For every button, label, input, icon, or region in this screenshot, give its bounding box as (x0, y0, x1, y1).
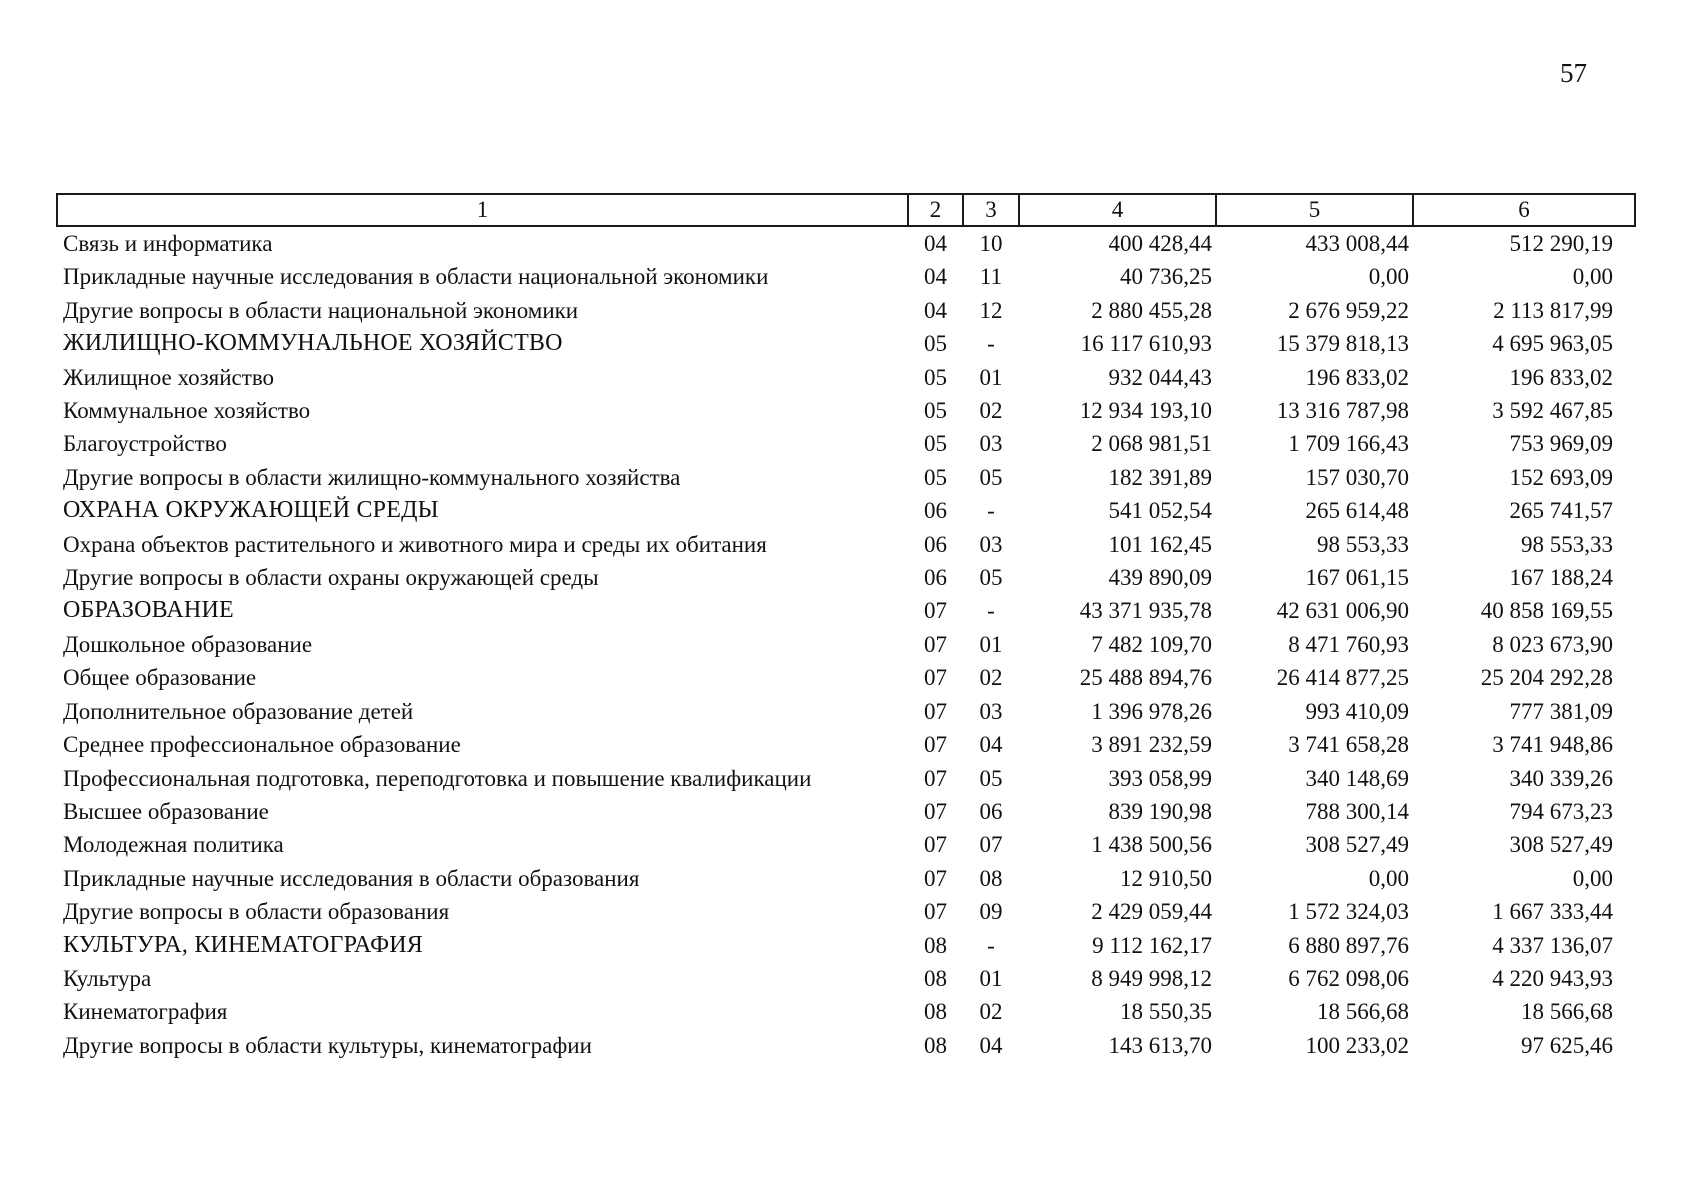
row-subsection-code: - (987, 498, 995, 524)
row-value-col4: 101 162,45 (1108, 531, 1212, 557)
table-row (57, 528, 1635, 561)
row-subsection-code: 02 (979, 665, 1003, 691)
column-number-header (57, 194, 1635, 226)
row-section-code: 07 (924, 698, 947, 724)
table-row (57, 862, 1635, 895)
row-value-col6: 18 566,68 (1521, 999, 1613, 1025)
header-col-2: 2 (908, 194, 963, 226)
table-row (57, 1029, 1635, 1062)
row-value-col6: 3 592 467,85 (1492, 398, 1613, 424)
row-subsection-code: 04 (979, 1032, 1003, 1058)
row-subsection-code: 01 (979, 965, 1003, 991)
row-value-col4: 1 438 500,56 (1091, 832, 1212, 858)
row-section-code: 07 (924, 899, 947, 925)
row-value-col4: 43 371 935,78 (1079, 598, 1212, 624)
row-value-col5: 265 614,48 (1305, 498, 1409, 524)
row-value-col5: 6 880 897,76 (1288, 932, 1409, 958)
row-value-col6: 753 969,09 (1509, 431, 1613, 457)
row-value-col6: 97 625,46 (1521, 1032, 1613, 1058)
row-section-code: 04 (924, 264, 947, 290)
row-value-col6: 98 553,33 (1521, 531, 1613, 557)
row-value-col6: 25 204 292,28 (1480, 665, 1613, 691)
row-name: Общее образование (63, 665, 257, 691)
row-value-col4: 7 482 109,70 (1091, 631, 1212, 657)
header-col-6: 6 (1413, 194, 1635, 226)
row-name: Культура (63, 965, 152, 991)
row-value-col4: 439 890,09 (1108, 565, 1212, 591)
row-name: Прикладные научные исследования в области национальной экономики (63, 264, 769, 290)
row-value-col5: 196 833,02 (1305, 364, 1409, 390)
section-row (57, 494, 1635, 527)
row-value-col4: 18 550,35 (1120, 999, 1212, 1025)
row-name: Другие вопросы в области охраны окружающей среды (63, 565, 599, 591)
row-name: Прикладные научные исследования в области образования (63, 865, 640, 891)
row-value-col4: 8 949 998,12 (1091, 965, 1212, 991)
row-subsection-code: 02 (979, 398, 1003, 424)
row-value-col6: 167 188,24 (1509, 565, 1613, 591)
row-name: Благоустройство (63, 431, 227, 457)
row-value-col6: 4 695 963,05 (1492, 331, 1613, 357)
row-value-col6: 3 741 948,86 (1492, 732, 1613, 758)
section-row (57, 594, 1635, 627)
row-subsection-code: - (987, 932, 995, 958)
row-section-code: 06 (924, 531, 947, 557)
row-section-code: 05 (924, 331, 947, 357)
row-section-code: 08 (924, 1032, 947, 1058)
row-value-col6: 794 673,23 (1509, 798, 1613, 824)
page-number: 57 (1560, 58, 1587, 88)
row-value-col5: 433 008,44 (1305, 231, 1409, 256)
row-value-col6: 0,00 (1572, 264, 1613, 290)
row-subsection-code: 08 (979, 865, 1003, 891)
row-value-col5: 6 762 098,06 (1288, 965, 1409, 991)
row-subsection-code: 03 (979, 431, 1003, 457)
row-name: Среднее профессиональное образование (63, 732, 461, 758)
row-value-col5: 993 410,09 (1305, 698, 1409, 724)
row-value-col4: 16 117 610,93 (1080, 331, 1212, 357)
row-value-col5: 42 631 006,90 (1276, 598, 1409, 624)
row-name: Профессиональная подготовка, переподготовка и повышение квалификации (63, 765, 812, 791)
row-subsection-code: 06 (979, 798, 1003, 824)
row-value-col6: 1 667 333,44 (1492, 899, 1613, 925)
row-name: Коммунальное хозяйство (63, 398, 311, 424)
row-value-col6: 4 220 943,93 (1492, 965, 1613, 991)
table-row (57, 728, 1635, 761)
row-section-code: 04 (924, 297, 947, 323)
row-value-col4: 400 428,44 (1108, 231, 1212, 256)
row-value-col5: 8 471 760,93 (1288, 631, 1409, 657)
row-value-col5: 157 030,70 (1305, 464, 1409, 490)
header-col-1: 1 (57, 194, 908, 226)
table-row (57, 828, 1635, 861)
row-subsection-code: - (987, 331, 995, 357)
row-section-code: 06 (924, 498, 947, 524)
row-value-col5: 1 572 324,03 (1288, 899, 1409, 925)
row-value-col6: 0,00 (1572, 865, 1613, 891)
row-subsection-code: 09 (979, 899, 1003, 925)
row-value-col4: 143 613,70 (1108, 1032, 1212, 1058)
row-name: Охрана объектов растительного и животного мира и среды их обитания (63, 531, 767, 557)
table-row (57, 294, 1635, 327)
row-subsection-code: 01 (979, 364, 1003, 390)
row-section-code: 05 (924, 398, 947, 424)
row-value-col5: 100 233,02 (1305, 1032, 1409, 1058)
header-col-4: 4 (1019, 194, 1216, 226)
row-section-code: 05 (924, 464, 947, 490)
row-value-col4: 12 910,50 (1120, 865, 1212, 891)
row-name: ЖИЛИЩНО-КОММУНАЛЬНОЕ ХОЗЯЙСТВО (63, 330, 563, 357)
row-value-col4: 25 488 894,76 (1079, 665, 1212, 691)
row-value-col6: 340 339,26 (1509, 765, 1613, 791)
row-value-col4: 393 058,99 (1108, 765, 1212, 791)
row-value-col4: 182 391,89 (1108, 464, 1212, 490)
row-value-col6: 4 337 136,07 (1492, 932, 1613, 958)
row-value-col4: 541 052,54 (1108, 498, 1212, 524)
row-value-col6: 777 381,09 (1509, 698, 1613, 724)
row-value-col5: 0,00 (1368, 865, 1409, 891)
row-value-col5: 26 414 877,25 (1276, 665, 1409, 691)
row-section-code: 04 (924, 231, 947, 256)
row-subsection-code: 10 (979, 231, 1003, 256)
table-row (57, 962, 1635, 995)
row-section-code: 05 (924, 431, 947, 457)
row-value-col6: 152 693,09 (1509, 464, 1613, 490)
row-name: Дошкольное образование (63, 631, 313, 657)
row-value-col6: 308 527,49 (1509, 832, 1613, 858)
row-value-col5: 3 741 658,28 (1288, 732, 1409, 758)
row-value-col5: 98 553,33 (1317, 531, 1409, 557)
row-value-col4: 2 068 981,51 (1091, 431, 1212, 457)
row-value-col4: 3 891 232,59 (1091, 732, 1212, 758)
table-row (57, 361, 1635, 394)
row-value-col5: 18 566,68 (1317, 999, 1409, 1025)
section-row (57, 327, 1635, 360)
row-name: Кинематография (63, 999, 228, 1025)
row-subsection-code: 05 (979, 464, 1003, 490)
table-row (57, 226, 1635, 260)
row-value-col6: 265 741,57 (1509, 498, 1613, 524)
table-row (57, 427, 1635, 460)
table-row (57, 762, 1635, 795)
row-section-code: 06 (924, 565, 947, 591)
row-value-col6: 8 023 673,90 (1492, 631, 1613, 657)
table-row (57, 561, 1635, 594)
row-value-col4: 932 044,43 (1108, 364, 1212, 390)
row-value-col5: 13 316 787,98 (1276, 398, 1409, 424)
row-section-code: 05 (924, 364, 947, 390)
row-value-col4: 9 112 162,17 (1092, 932, 1212, 958)
table-row (57, 461, 1635, 494)
header-col-3: 3 (963, 194, 1019, 226)
row-value-col5: 340 148,69 (1305, 765, 1409, 791)
row-value-col6: 512 290,19 (1509, 231, 1613, 256)
row-name: ОБРАЗОВАНИЕ (63, 597, 234, 624)
row-subsection-code: 11 (979, 264, 1003, 290)
row-value-col6: 2 113 817,99 (1493, 297, 1613, 323)
row-subsection-code: - (987, 598, 995, 624)
row-subsection-code: 01 (979, 631, 1003, 657)
table-row (57, 661, 1635, 694)
row-section-code: 07 (924, 832, 947, 858)
row-value-col6: 196 833,02 (1509, 364, 1613, 390)
row-value-col4: 2 880 455,28 (1091, 297, 1212, 323)
row-section-code: 08 (924, 932, 947, 958)
row-subsection-code: 04 (979, 732, 1003, 758)
row-value-col4: 839 190,98 (1108, 798, 1212, 824)
row-name: Другие вопросы в области культуры, кинематографии (63, 1032, 592, 1058)
row-name: КУЛЬТУРА, КИНЕМАТОГРАФИЯ (63, 931, 423, 958)
row-name: Молодежная политика (63, 832, 284, 858)
row-name: Другие вопросы в области образования (63, 899, 450, 925)
row-value-col4: 2 429 059,44 (1091, 899, 1212, 925)
row-value-col5: 308 527,49 (1305, 832, 1409, 858)
row-subsection-code: 05 (979, 565, 1003, 591)
budget-table (56, 193, 1634, 1062)
row-section-code: 08 (924, 999, 947, 1025)
row-section-code: 08 (924, 965, 947, 991)
table-row (57, 260, 1635, 293)
row-name: Высшее образование (63, 798, 269, 824)
row-name: ОХРАНА ОКРУЖАЮЩЕЙ СРЕДЫ (63, 497, 439, 524)
row-subsection-code: 03 (979, 531, 1003, 557)
row-section-code: 07 (924, 798, 947, 824)
table-row (57, 628, 1635, 661)
row-name: Другие вопросы в области национальной экономики (63, 297, 579, 323)
row-value-col5: 1 709 166,43 (1288, 431, 1409, 457)
row-name: Жилищное хозяйство (63, 364, 275, 390)
row-value-col5: 788 300,14 (1305, 798, 1409, 824)
row-name: Другие вопросы в области жилищно-коммунального хозяйства (63, 464, 681, 490)
row-value-col5: 167 061,15 (1305, 565, 1409, 591)
row-section-code: 07 (924, 765, 947, 791)
table-row (57, 695, 1635, 728)
section-row (57, 929, 1635, 962)
row-value-col4: 1 396 978,26 (1091, 698, 1212, 724)
row-subsection-code: 05 (979, 765, 1003, 791)
row-value-col6: 40 858 169,55 (1480, 598, 1613, 624)
row-value-col5: 15 379 818,13 (1276, 331, 1409, 357)
table-row (57, 394, 1635, 427)
table-row (57, 895, 1635, 928)
row-subsection-code: 12 (979, 297, 1003, 323)
row-value-col5: 0,00 (1368, 264, 1409, 290)
row-subsection-code: 03 (979, 698, 1003, 724)
row-value-col5: 2 676 959,22 (1288, 297, 1409, 323)
table-row (57, 995, 1635, 1028)
row-section-code: 07 (924, 665, 947, 691)
header-col-5: 5 (1216, 194, 1413, 226)
row-value-col4: 40 736,25 (1120, 264, 1212, 290)
row-section-code: 07 (924, 732, 947, 758)
table-row (57, 795, 1635, 828)
row-value-col4: 12 934 193,10 (1079, 398, 1212, 424)
row-section-code: 07 (924, 865, 947, 891)
row-subsection-code: 02 (979, 999, 1003, 1025)
row-section-code: 07 (924, 598, 947, 624)
row-name: Дополнительное образование детей (63, 698, 414, 724)
row-section-code: 07 (924, 631, 947, 657)
row-name: Связь и информатика (63, 231, 273, 256)
row-subsection-code: 07 (979, 832, 1003, 858)
